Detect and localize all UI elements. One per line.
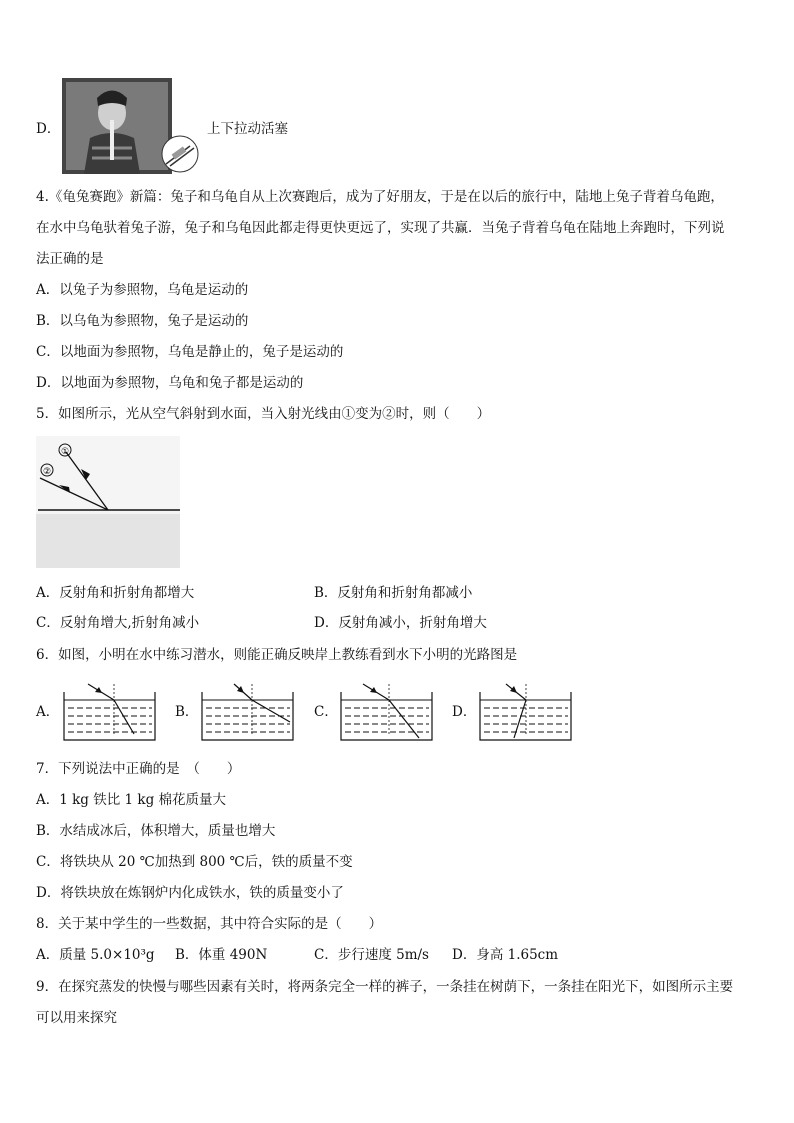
q5-option-a: A．反射角和折射角都增大 [36,585,195,601]
q5-option-c: C．反射角增大,折射角减小 [36,615,200,631]
q7-option-a: A．1 kg 铁比 1 kg 棉花质量大 [36,792,227,808]
q3-option-d-text: 上下拉动活塞 [207,121,288,137]
q3-option-d-label: D． [36,121,61,137]
q4-stem-line1: 4.《龟兔赛跑》新篇：兔子和乌龟自从上次赛跑后，成为了好朋友，于是在以后的旅行中，陆地上兔子背着乌龟跑， [36,189,724,205]
q6-option-b-diagram [200,682,295,742]
q8-option-a: A．质量 5.0×10³g [36,947,155,963]
q8-stem: 8．关于某中学生的一些数据，其中符合实际的是（ ） [36,916,383,932]
q5-light-figure [36,436,180,568]
q5-label-1: ① [60,447,70,457]
q6-option-a-diagram [62,682,157,742]
q8-option-d: D．身高 1.65cm [452,947,559,963]
q7-stem: 7．下列说法中正确的是 （ ） [36,761,241,777]
q4-stem-line3: 法正确的是 [36,251,104,267]
q9-stem-line2: 可以用来探究 [36,1010,117,1026]
q6-option-b-label: B． [175,704,199,720]
q5-option-b: B．反射角和折射角都减小 [314,585,473,601]
q4-option-d: D．以地面为参照物，乌龟和兔子都是运动的 [36,375,304,391]
q5-stem: 5．如图所示，光从空气斜射到水面，当入射光线由①变为②时，则（ ） [36,406,491,422]
q6-option-c-label: C． [314,704,338,720]
boy-syringe-photo [62,78,200,174]
q6-option-d-diagram [478,682,573,742]
q6-option-a-label: A． [36,704,60,720]
q4-stem-line2: 在水中乌龟驮着兔子游，兔子和乌龟因此都走得更快更远了，实现了共赢．当兔子背着乌龟在陆地上奔跑时，下列说 [36,220,725,236]
q6-stem: 6．如图，小明在水中练习潜水，则能正确反映岸上教练看到水下小明的光路图是 [36,647,518,663]
q4-option-b: B．以乌龟为参照物，兔子是运动的 [36,313,249,329]
q8-option-b: B．体重 490N [175,947,268,963]
q7-option-b: B．水结成冰后，体积增大，质量也增大 [36,823,276,839]
q6-option-d-label: D． [452,704,477,720]
q4-option-c: C．以地面为参照物，乌龟是静止的，兔子是运动的 [36,344,344,360]
q6-option-c-diagram [339,682,434,742]
q9-stem-line1: 9．在探究蒸发的快慢与哪些因素有关时，将两条完全一样的裤子，一条挂在树荫下，一条挂在阳光下，如图所示主要 [36,979,734,995]
q8-option-c: C．步行速度 5m/s [314,947,429,963]
q7-option-c: C．将铁块从 20 ℃加热到 800 ℃后，铁的质量不变 [36,854,353,870]
q5-label-2: ② [42,467,52,477]
q4-option-a: A．以兔子为参照物，乌龟是运动的 [36,282,249,298]
q7-option-d: D．将铁块放在炼钢炉内化成铁水，铁的质量变小了 [36,885,344,901]
q5-option-d: D．反射角减小，折射角增大 [314,615,487,631]
